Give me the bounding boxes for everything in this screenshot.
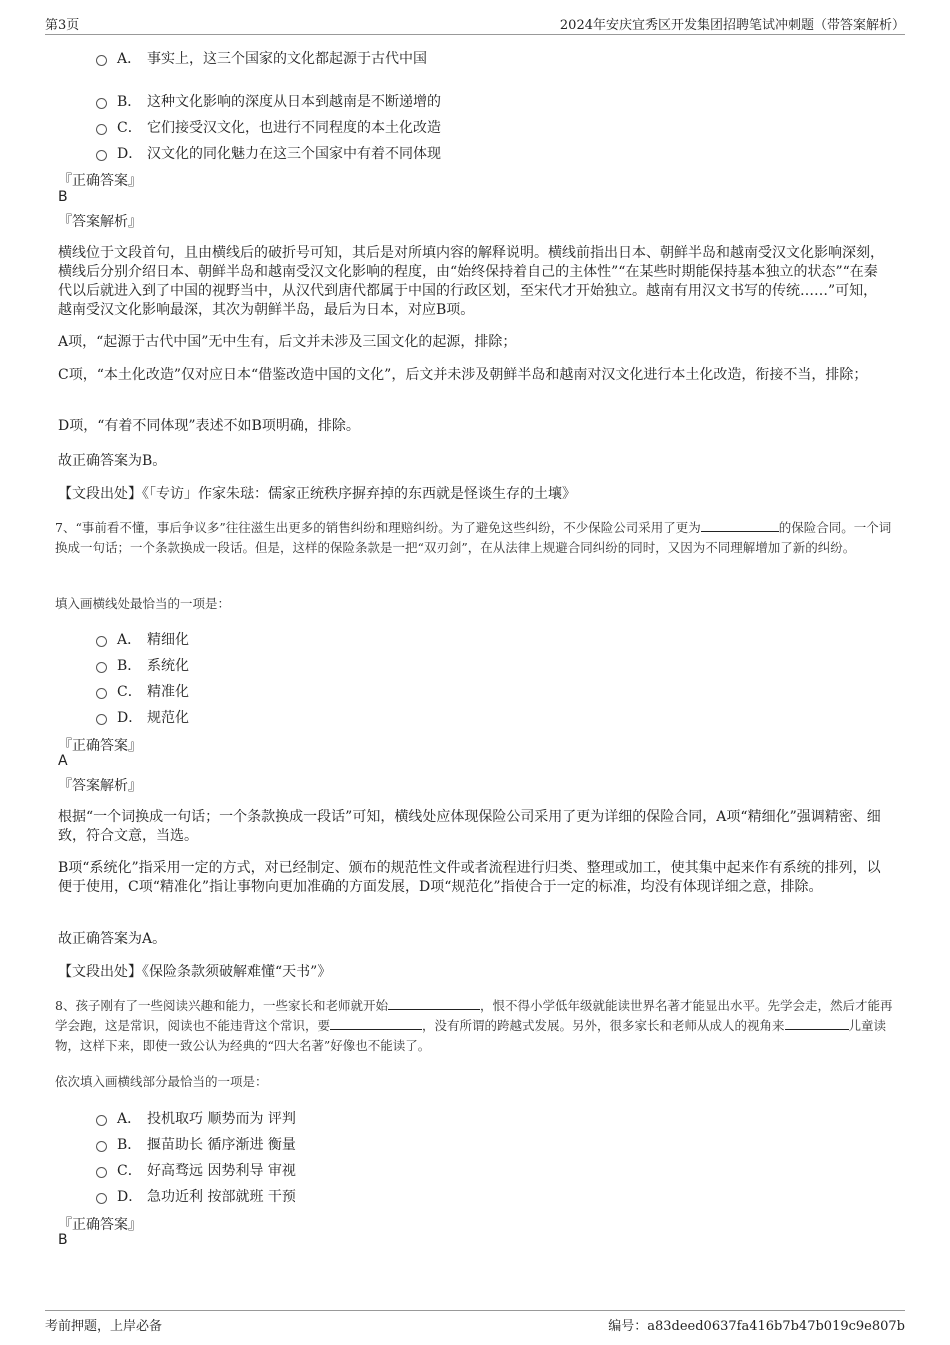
q7-analysis-others: B项“系统化”指采用一定的方式，对已经制定、颁布的规范性文件或者流程进行归类、整理或加工，使其集中起来作有系统的排列，以便于使用，C项“精准化”指让事物向更加准确的方面发展，D项“规范化”指使合于一定的标准，均没有体现详细之意，排除。 [58, 860, 881, 895]
q6-answer: B [58, 189, 68, 205]
radio-icon[interactable] [96, 688, 107, 699]
fill-blank [330, 1017, 422, 1030]
radio-icon[interactable] [96, 55, 107, 66]
q8-answer-label: 『正确答案』 [58, 1217, 142, 1233]
q6-source: 【文段出处】《「专访」作家朱琺：儒家正统秩序摒弃掉的东西就是怪谈生存的土壤》 [58, 486, 576, 502]
q6-analysis-c: C项，“本土化改造”仅对应日本“借鉴改造中国的文化”，后文并未涉及朝鲜半岛和越南对汉文化进行本土化改造，衔接不当，排除； [58, 367, 868, 383]
radio-icon[interactable] [96, 1193, 107, 1204]
q7-option-d[interactable]: D． 规范化 [96, 707, 189, 727]
radio-icon[interactable] [96, 662, 107, 673]
q7-analysis-label: 『答案解析』 [58, 778, 142, 794]
page-footer [45, 1310, 905, 1337]
q6-option-b[interactable]: B． 这种文化影响的深度从日本到越南是不断递增的 [96, 91, 441, 111]
q8-option-a[interactable]: A． 投机取巧 顺势而为 评判 [96, 1108, 296, 1128]
q7-option-c[interactable]: C． 精准化 [96, 681, 189, 701]
fill-blank [388, 997, 480, 1010]
q8-option-b[interactable]: B． 揠苗助长 循序渐进 衡量 [96, 1134, 296, 1154]
q8-option-d[interactable]: D． 急功近利 按部就班 干预 [96, 1186, 296, 1206]
q6-analysis-label: 『答案解析』 [58, 214, 142, 230]
q8-answer: B [58, 1232, 68, 1248]
radio-icon[interactable] [96, 150, 107, 161]
q7-option-b[interactable]: B． 系统化 [96, 655, 189, 675]
fill-blank [785, 1017, 849, 1030]
q8-option-c[interactable]: C． 好高骛远 因势利导 审视 [96, 1160, 296, 1180]
q7-stem: 7、“事前看不懂，事后争议多”往往滋生出更多的销售纠纷和理赔纠纷。为了避免这些纠纷，不少保险公司采用了更为 的保险合同。一个词换成一句话；一个条款换成一段话。但是，这样的保险条款是一把“双刃剑”，在从法律上规避合同纠纷的同时，又因为不同理解增加了新的纠纷。 [55, 520, 892, 555]
q8-prompt: 依次填入画横线部分最恰当的一项是： [55, 1074, 268, 1089]
footer-slogan: 考前押题，上岸必备 [45, 1319, 163, 1334]
q8-stem: 8、孩子刚有了一些阅读兴趣和能力，一些家长和老师就开始 ，恨不得小学低年级就能读世界名著才能显出水平。先学会走，然后才能再学会跑，这是常识，阅读也不能违背这个常识，要 ，没有所谓的跨越式发展。另外，很多家长和老师从成人的视角来 儿童读物，这样下来，即使一致公认为经典的“四大名著”好像也不能读了。 [55, 998, 893, 1053]
q7-answer-label: 『正确答案』 [58, 738, 142, 754]
radio-icon[interactable] [96, 636, 107, 647]
q7-analysis-main: 根据“一个词换成一句话；一个条款换成一段话”可知，横线处应体现保险公司采用了更为详细的保险合同，A项“精细化”强调精密、细致，符合文意，当选。 [58, 809, 881, 844]
radio-icon[interactable] [96, 98, 107, 109]
q6-answer-label: 『正确答案』 [58, 173, 142, 189]
radio-icon[interactable] [96, 1167, 107, 1178]
page-header [45, 14, 905, 35]
q7-answer: A [58, 753, 68, 769]
q7-option-a[interactable]: A． 精细化 [96, 629, 189, 649]
q6-analysis-main: 横线位于文段首句，且由横线后的破折号可知，其后是对所填内容的解释说明。横线前指出日本、朝鲜半岛和越南受汉文化影响深刻，横线后分别介绍日本、朝鲜半岛和越南受汉文化影响的程度，由“始终保持着自己的主体性”“在某些时期能保持基本独立的状态”“在秦代以后就进入到了中国的视野当中，从汉代到唐代都属于中国的行政区划，至宋代才开始独立。越南有用汉文书写的传统……”可知，越南受汉文化影响最深，其次为朝鲜半岛，最后为日本，对应B项。 [58, 245, 884, 318]
radio-icon[interactable] [96, 1115, 107, 1126]
radio-icon[interactable] [96, 124, 107, 135]
radio-icon[interactable] [96, 1141, 107, 1152]
q6-option-d[interactable]: D． 汉文化的同化魅力在这三个国家中有着不同体现 [96, 143, 441, 163]
page-number: 第3页 [45, 18, 80, 33]
q7-conclusion: 故正确答案为A。 [58, 931, 167, 947]
radio-icon[interactable] [96, 714, 107, 725]
fill-blank [701, 519, 779, 532]
q6-option-a[interactable]: A． 事实上，这三个国家的文化都起源于古代中国 [96, 48, 427, 68]
document-title: 2024年安庆宜秀区开发集团招聘笔试冲刺题（带答案解析） [559, 18, 905, 33]
q7-prompt: 填入画横线处最恰当的一项是： [55, 596, 231, 611]
q7-source: 【文段出处】《保险条款须破解难懂“天书”》 [58, 964, 332, 980]
document-id: 编号：a83deed0637fa416b7b47b019c9e807b [608, 1319, 905, 1334]
q6-analysis-d: D项，“有着不同体现”表述不如B项明确，排除。 [58, 418, 360, 434]
q6-analysis-a: A项，“起源于古代中国”无中生有，后文并未涉及三国文化的起源，排除； [58, 334, 517, 350]
q6-conclusion: 故正确答案为B。 [58, 453, 167, 469]
q6-option-c[interactable]: C． 它们接受汉文化，也进行不同程度的本土化改造 [96, 117, 441, 137]
